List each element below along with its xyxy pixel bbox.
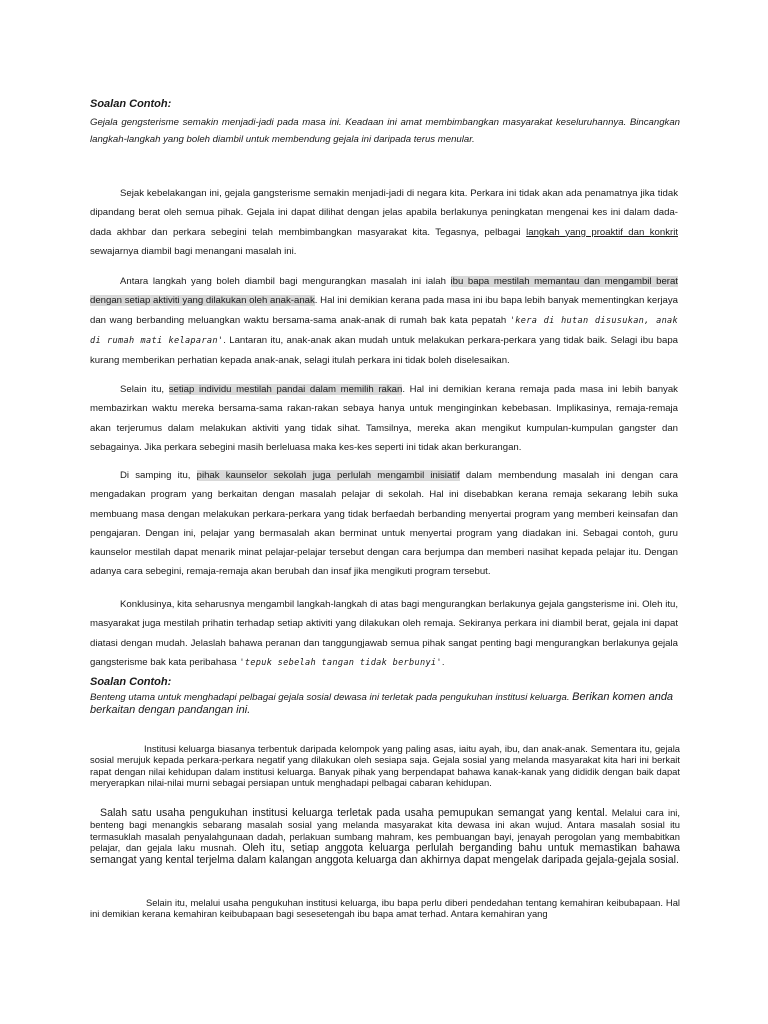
essay2-paragraph-1: Institusi keluarga biasanya terbentuk daripada kelompok yang paling asas, iaitu ayah, ibu, dan anak-anak. Sementara itu, gejala sosial merujuk kepada perkara-perkara negatif yang dilakukan oleh sesiapa saja. Gejala sosial yang melanda masyarakat kita hari ini berkait rapat dengan nilai kehidupan dalam institusi keluarga. Banyak pihak yang berpendapat bahawa kanak-kanak yang dididik dengan baik dapat meryerapkan nilai-nilai murni sebagai persiapan untuk menghadapi pelbagai cabaran kehidupan. xyxy=(90,743,680,788)
essay2-paragraph-3: Selain itu, melalui usaha pengukuhan institusi keluarga, ibu bapa perlu diberi pendedahan tentang kemahiran keibubapaan. Hal ini demikian kerana kemahiran keibubapaan bagi sesesetengah ibu bapa amat terhad. Antara kemahiran yang xyxy=(90,897,680,920)
section2-question: Benteng utama untuk menghadapi pelbagai gejala sosial dewasa ini terletak pada pengukuhan institusi keluarga. Berikan komen anda berkaitan dengan pandangan ini. xyxy=(90,691,674,716)
essay1-paragraph-intro: Sejak kebelakangan ini, gejala gangsterisme semakin menjadi-jadi di negara kita. Perkara ini tidak akan ada penamatnya jika tidak dipandang berat oleh semua pihak. Gejala ini dapat dilihat dengan jelas apabila berlakunya peningkatan mengenai kes ini dalam dada-dada akhbar dan perkara sebegini telah membimbangkan masyarakat kita. Tegasnya, pelbagai langkah yang proaktif dan konkrit sewajarnya diambil bagi menangani masalah ini. xyxy=(90,188,678,257)
proverb: 'kera di hutan disusukan, anak di rumah mati kelaparan' xyxy=(90,315,678,346)
highlighted-point: setiap individu mestilah pandai dalam memilih rakan xyxy=(168,384,403,395)
essay2-paragraph-2: Salah satu usaha pengukuhan institusi keluarga terletak pada usaha pemupukan semangat yang kental. Melalui cara ini, benteng bagi menangkis sebarang masalah sosial yang melanda masyarakat kita dewasa ini akan wujud. Antara masalah sosial itu termasuklah masalah penyalahgunaan dadah, perlakuan sumbang mahram, kes pembuangan bayi, jenayah perogolan yang membabitkan pelajar, dan gejala laku musnah. Oleh itu, setiap anggota keluarga perlulah berganding bahu untuk memastikan bahawa semangat yang kental terjelma dalam kalangan anggota keluarga dan akhirnya dapat mengelak daripada gejala-gejala sosial. xyxy=(90,807,680,867)
section2-heading: Soalan Contoh: xyxy=(90,676,172,688)
essay1-paragraph-2: Antara langkah yang boleh diambil bagi mengurangkan masalah ini ialah ibu bapa mestilah memantau dan mengambil berat dengan setiap aktiviti yang dilakukan oleh anak-anak. Hal ini demikian kerana pada masa ini ibu bapa lebih banyak mementingkan kerjaya dan wang berbanding meluangkan waktu bersama-sama anak-anak di rumah bak kata pepatah 'kera di hutan disusukan, anak di rumah mati kelaparan'. Lantaran itu, anak-anak akan mudah untuk melakukan perkara-perkara yang tidak baik. Selagi ibu bapa kurang memberikan perhatian kepada anak-anak, selagi itulah perkara ini tidak boleh diselesaikan. xyxy=(90,276,679,367)
section1-heading: Soalan Contoh: xyxy=(90,98,172,110)
highlighted-point: pihak kaunselor sekolah juga perlulah mengambil inisiatif xyxy=(196,470,460,481)
essay1-paragraph-conclusion: Konklusinya, kita seharusnya mengambil langkah-langkah di atas bagi mengurangkan berlakunya gejala gangsterisme ini. Oleh itu, masyarakat juga mestilah prihatin terhadap setiap aktiviti yang dilakukan oleh remaja. Sekiranya perkara ini diambil berat, gejala ini dapat diatasi dengan mudah. Jelaslah bahawa peranan dan tanggungjawab semua pihak sangat penting bagi mengurangkan berlakunya gejala gangsterisme bak kata peribahasa 'tepuk sebelah tangan tidak berbunyi'. xyxy=(90,599,678,668)
underlined-phrase: langkah yang proaktif dan konkrit xyxy=(526,226,678,238)
proverb: 'tepuk sebelah tangan tidak berbunyi' xyxy=(239,657,442,668)
essay1-paragraph-4: Di samping itu, pihak kaunselor sekolah juga perlulah mengambil inisiatif dalam membendung masalah ini dengan cara mengadakan program yang berkaitan dengan masalah pelajar di sekolah. Hal ini disebabkan kerana remaja sekarang lebih suka membuang masa dengan melakukan perkara-perkara yang tidak berfaedah berbanding menyertai program yang memberi keinsafan dan pengajaran. Dengan ini, pelajar yang bermasalah akan berminat untuk menyertai program yang diadakan ini. Sebagai contoh, guru kaunselor mestilah dapat menarik minat pelajar-pelajar tersebut dengan cara berjumpa dan memberi nasihat kepada pelajar itu. Dengan adanya cara sebegini, remaja-remaja akan berubah dan insaf jika mengikuti program tersebut. xyxy=(90,470,678,578)
section1-question: Gejala gengsterisme semakin menjadi-jadi pada masa ini. Keadaan ini amat membimbangkan masyarakat keseluruhannya. Bincangkan langkah-langkah yang boleh diambil untuk membendung gejala ini daripada terus menular. xyxy=(90,117,680,145)
highlighted-point: ibu bapa mestilah memantau dan mengambil berat dengan setiap aktiviti yang dilakukan oleh anak-anak xyxy=(90,276,678,307)
essay1-paragraph-3: Selain itu, setiap individu mestilah pandai dalam memilih rakan. Hal ini demikian kerana remaja pada masa ini lebih banyak membazirkan waktu mereka bersama-sama rakan-rakan sebaya hanya untuk menginginkan kebebasan. Implikasinya, remaja-remaja akan terjerumus dalam melakukan aktiviti yang tidak sihat. Tamsilnya, mereka akan mengikut kumpulan-kumpulan gangster dan sebagainya. Jika perkara sebegini masih berleluasa maka kes-kes seperti ini tidak akan berkurangan. xyxy=(90,384,678,453)
